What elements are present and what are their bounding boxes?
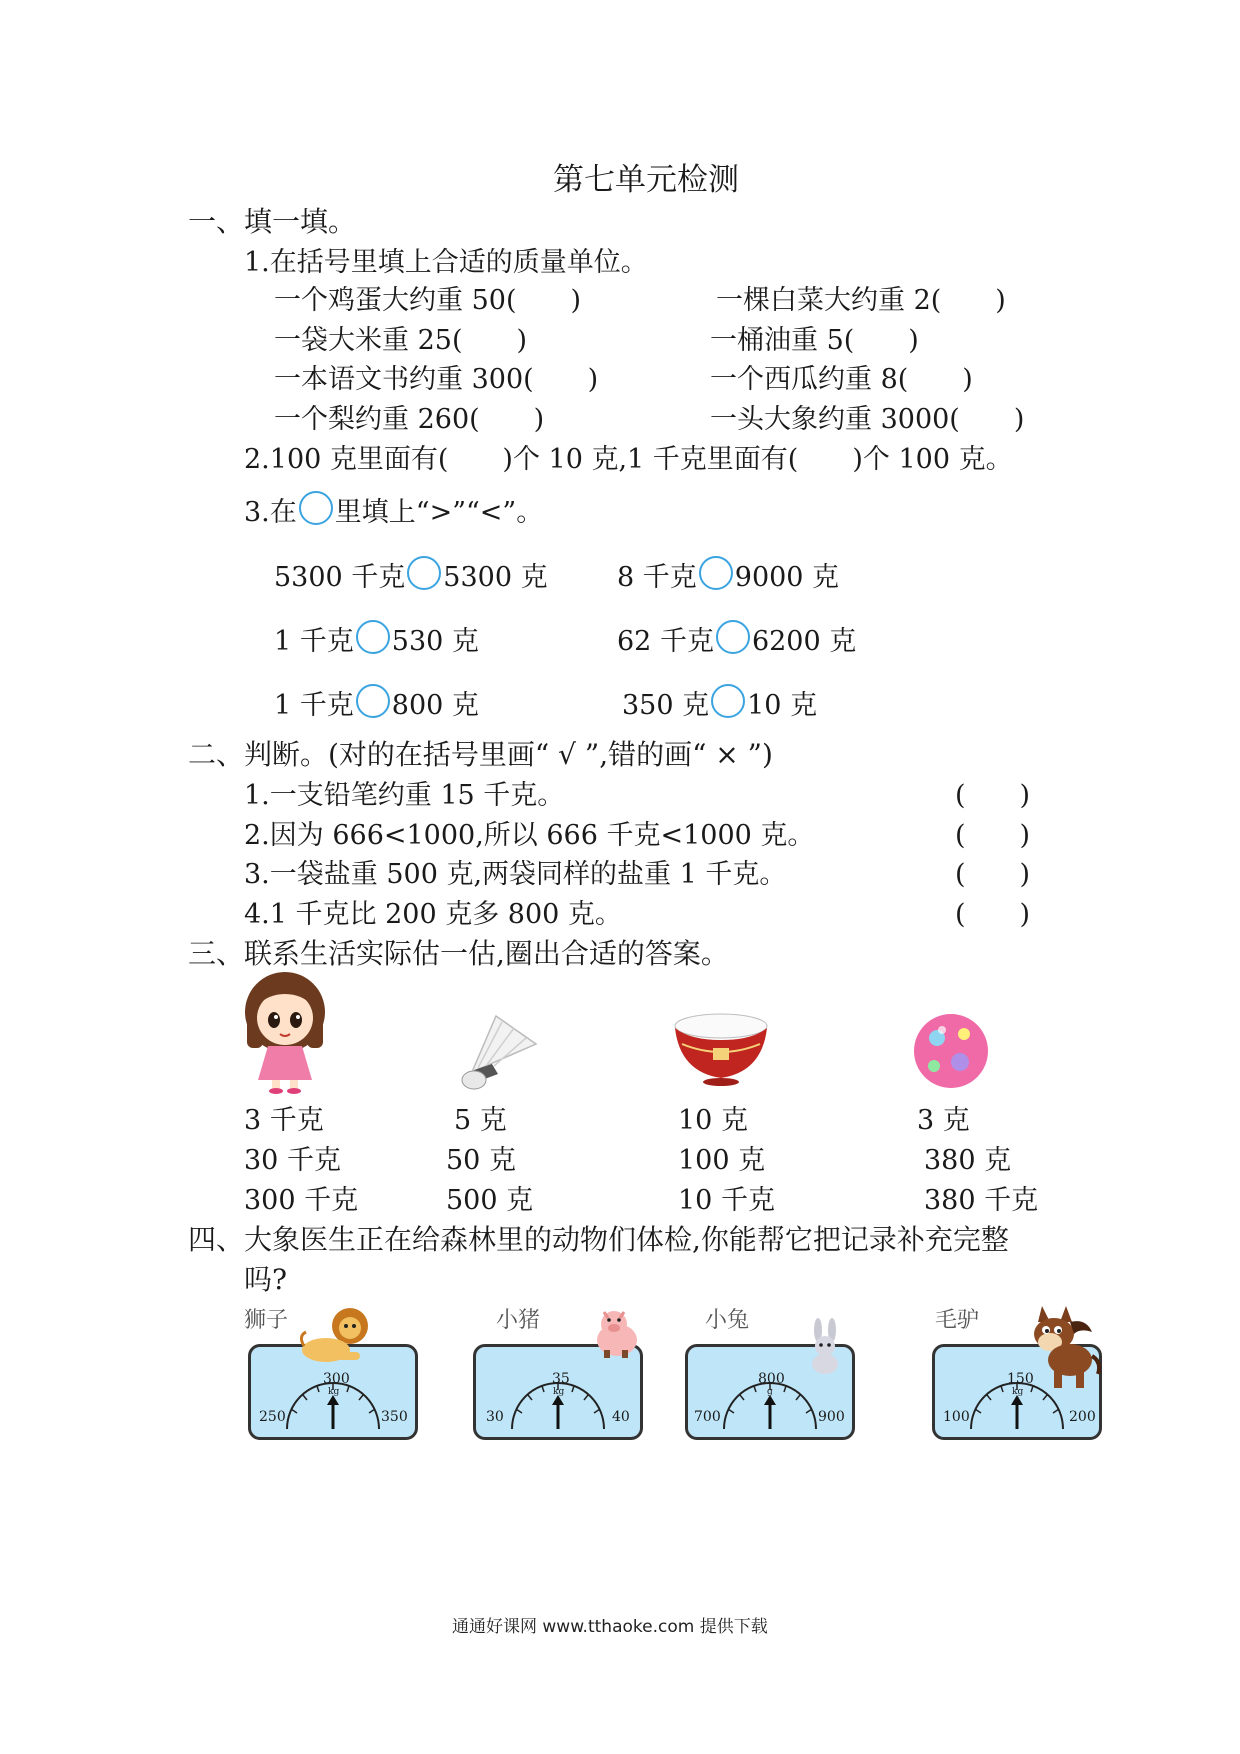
q1-item: 一个鸡蛋大约重 50( ): [274, 285, 582, 316]
compare-right: 5300 克: [443, 562, 548, 593]
section-4-heading: 四、大象医生正在给森林里的动物们体检,你能帮它把记录补充完整: [188, 1223, 1009, 1256]
judge-bracket[interactable]: ( ): [955, 820, 1031, 851]
bowl-icon: [672, 1012, 770, 1088]
animal-name: 毛驴: [935, 1308, 980, 1333]
q1-item: 一桶油重 5( ): [710, 325, 919, 356]
scale-mid: 150: [1007, 1371, 1034, 1387]
q1-item: 一袋大米重 25( ): [274, 325, 528, 356]
scale-max: 40: [612, 1409, 630, 1425]
compare-right: 9000 克: [734, 562, 840, 593]
donkey-icon: [1020, 1298, 1104, 1390]
judge-item: 3.一袋盐重 500 克,两袋同样的盐重 1 千克。: [244, 859, 787, 890]
judge-item: 4.1 千克比 200 克多 800 克。: [244, 899, 622, 930]
ball-icon: [912, 1012, 990, 1090]
page-title: 第七单元检测: [553, 162, 739, 198]
compare-left: 1 千克: [274, 626, 354, 657]
compare-left: 1 千克: [274, 690, 354, 721]
footer-text: 通通好课网 www.tthaoke.com 提供下载: [452, 1617, 768, 1637]
estimate-option[interactable]: 30 千克: [244, 1145, 341, 1176]
compare-circle-icon[interactable]: [407, 556, 441, 590]
judge-item: 2.因为 666<1000,所以 666 千克<1000 克。: [244, 820, 815, 851]
q2-text: 2.100 克里面有( )个 10 克,1 千克里面有( )个 100 克。: [244, 444, 1013, 475]
estimate-option[interactable]: 3 千克: [244, 1105, 324, 1136]
compare-circle-icon[interactable]: [711, 684, 745, 718]
scale-min: 250: [259, 1409, 286, 1425]
estimate-option[interactable]: 380 千克: [924, 1185, 1039, 1216]
scale-min: 100: [943, 1409, 970, 1425]
q3-prompt: [244, 490, 543, 529]
scale-mid: 300: [323, 1371, 350, 1387]
estimate-option[interactable]: 380 克: [924, 1145, 1012, 1176]
estimate-option[interactable]: 100 克: [678, 1145, 766, 1176]
estimate-option[interactable]: 3 克: [917, 1105, 970, 1136]
judge-item: 1.一支铅笔约重 15 千克。: [244, 780, 565, 811]
section-1-heading: 一、填一填。: [188, 205, 357, 238]
judge-bracket[interactable]: ( ): [955, 859, 1031, 890]
compare-left: 8 千克: [617, 562, 697, 593]
estimate-option[interactable]: 10 克: [678, 1105, 748, 1136]
scale-mid: 800: [758, 1371, 785, 1387]
scale-max: 350: [381, 1409, 408, 1425]
estimate-option[interactable]: 10 千克: [678, 1185, 775, 1216]
q1-item: 一头大象约重 3000( ): [710, 404, 1025, 435]
q1-item: 一本语文书约重 300( ): [274, 364, 599, 395]
scale-max: 200: [1069, 1409, 1096, 1425]
q1-item: 一个梨约重 260( ): [274, 404, 545, 435]
pig-icon: [590, 1306, 644, 1360]
judge-bracket[interactable]: ( ): [955, 780, 1031, 811]
scale-unit: kg: [553, 1387, 565, 1397]
lion-icon: [298, 1306, 370, 1366]
girl-icon: [242, 968, 328, 1094]
estimate-option[interactable]: 300 千克: [244, 1185, 359, 1216]
q1-item: 一个西瓜约重 8( ): [710, 364, 973, 395]
compare-right: 530 克: [391, 626, 479, 657]
compare-right: 10 克: [747, 690, 818, 721]
estimate-option[interactable]: 500 克: [446, 1185, 534, 1216]
scale-min: 700: [694, 1409, 721, 1425]
compare-right: 800 克: [391, 690, 479, 721]
section-3-heading: 三、联系生活实际估一估,圈出合适的答案。: [188, 937, 729, 970]
q1-item: 一棵白菜大约重 2( ): [716, 285, 1006, 316]
section-2-heading: 二、判断。(对的在括号里画“ √ ”,错的画“ × ”): [188, 738, 773, 771]
scale-max: 900: [818, 1409, 845, 1425]
compare-pair: [274, 683, 479, 722]
compare-pair: [274, 555, 548, 594]
compare-pair: [274, 619, 479, 658]
q1-prompt: 1.在括号里填上合适的质量单位。: [244, 247, 648, 278]
compare-left: 5300 千克: [274, 562, 406, 593]
q3-prompt-a: 3.在: [244, 497, 297, 528]
animal-name: 小兔: [705, 1308, 750, 1333]
animal-name: 小猪: [496, 1308, 541, 1333]
scale-unit: g: [767, 1387, 773, 1397]
compare-pair: [617, 555, 839, 594]
animal-name: 狮子: [244, 1308, 289, 1333]
estimate-option[interactable]: 50 克: [446, 1145, 516, 1176]
compare-circle-icon[interactable]: [356, 620, 390, 654]
compare-left: 62 千克: [617, 626, 714, 657]
compare-circle-icon[interactable]: [356, 684, 390, 718]
compare-circle-icon: [299, 491, 333, 525]
compare-left: 350 克: [622, 690, 710, 721]
scale-unit: kg: [1012, 1387, 1024, 1397]
q3-prompt-b: 里填上“>”“<”。: [334, 497, 544, 528]
shuttlecock-icon: [452, 1010, 542, 1090]
scale-unit: kg: [328, 1387, 340, 1397]
judge-bracket[interactable]: ( ): [955, 899, 1031, 930]
compare-right: 6200 克: [751, 626, 857, 657]
section-4-heading-cont: 吗?: [244, 1263, 288, 1296]
compare-pair: [617, 619, 856, 658]
estimate-option[interactable]: 5 克: [454, 1105, 507, 1136]
scale-mid: 35: [552, 1371, 570, 1387]
scale-min: 30: [486, 1409, 504, 1425]
compare-circle-icon[interactable]: [699, 556, 733, 590]
rabbit-icon: [804, 1318, 848, 1376]
compare-pair: [622, 683, 817, 722]
compare-circle-icon[interactable]: [716, 620, 750, 654]
